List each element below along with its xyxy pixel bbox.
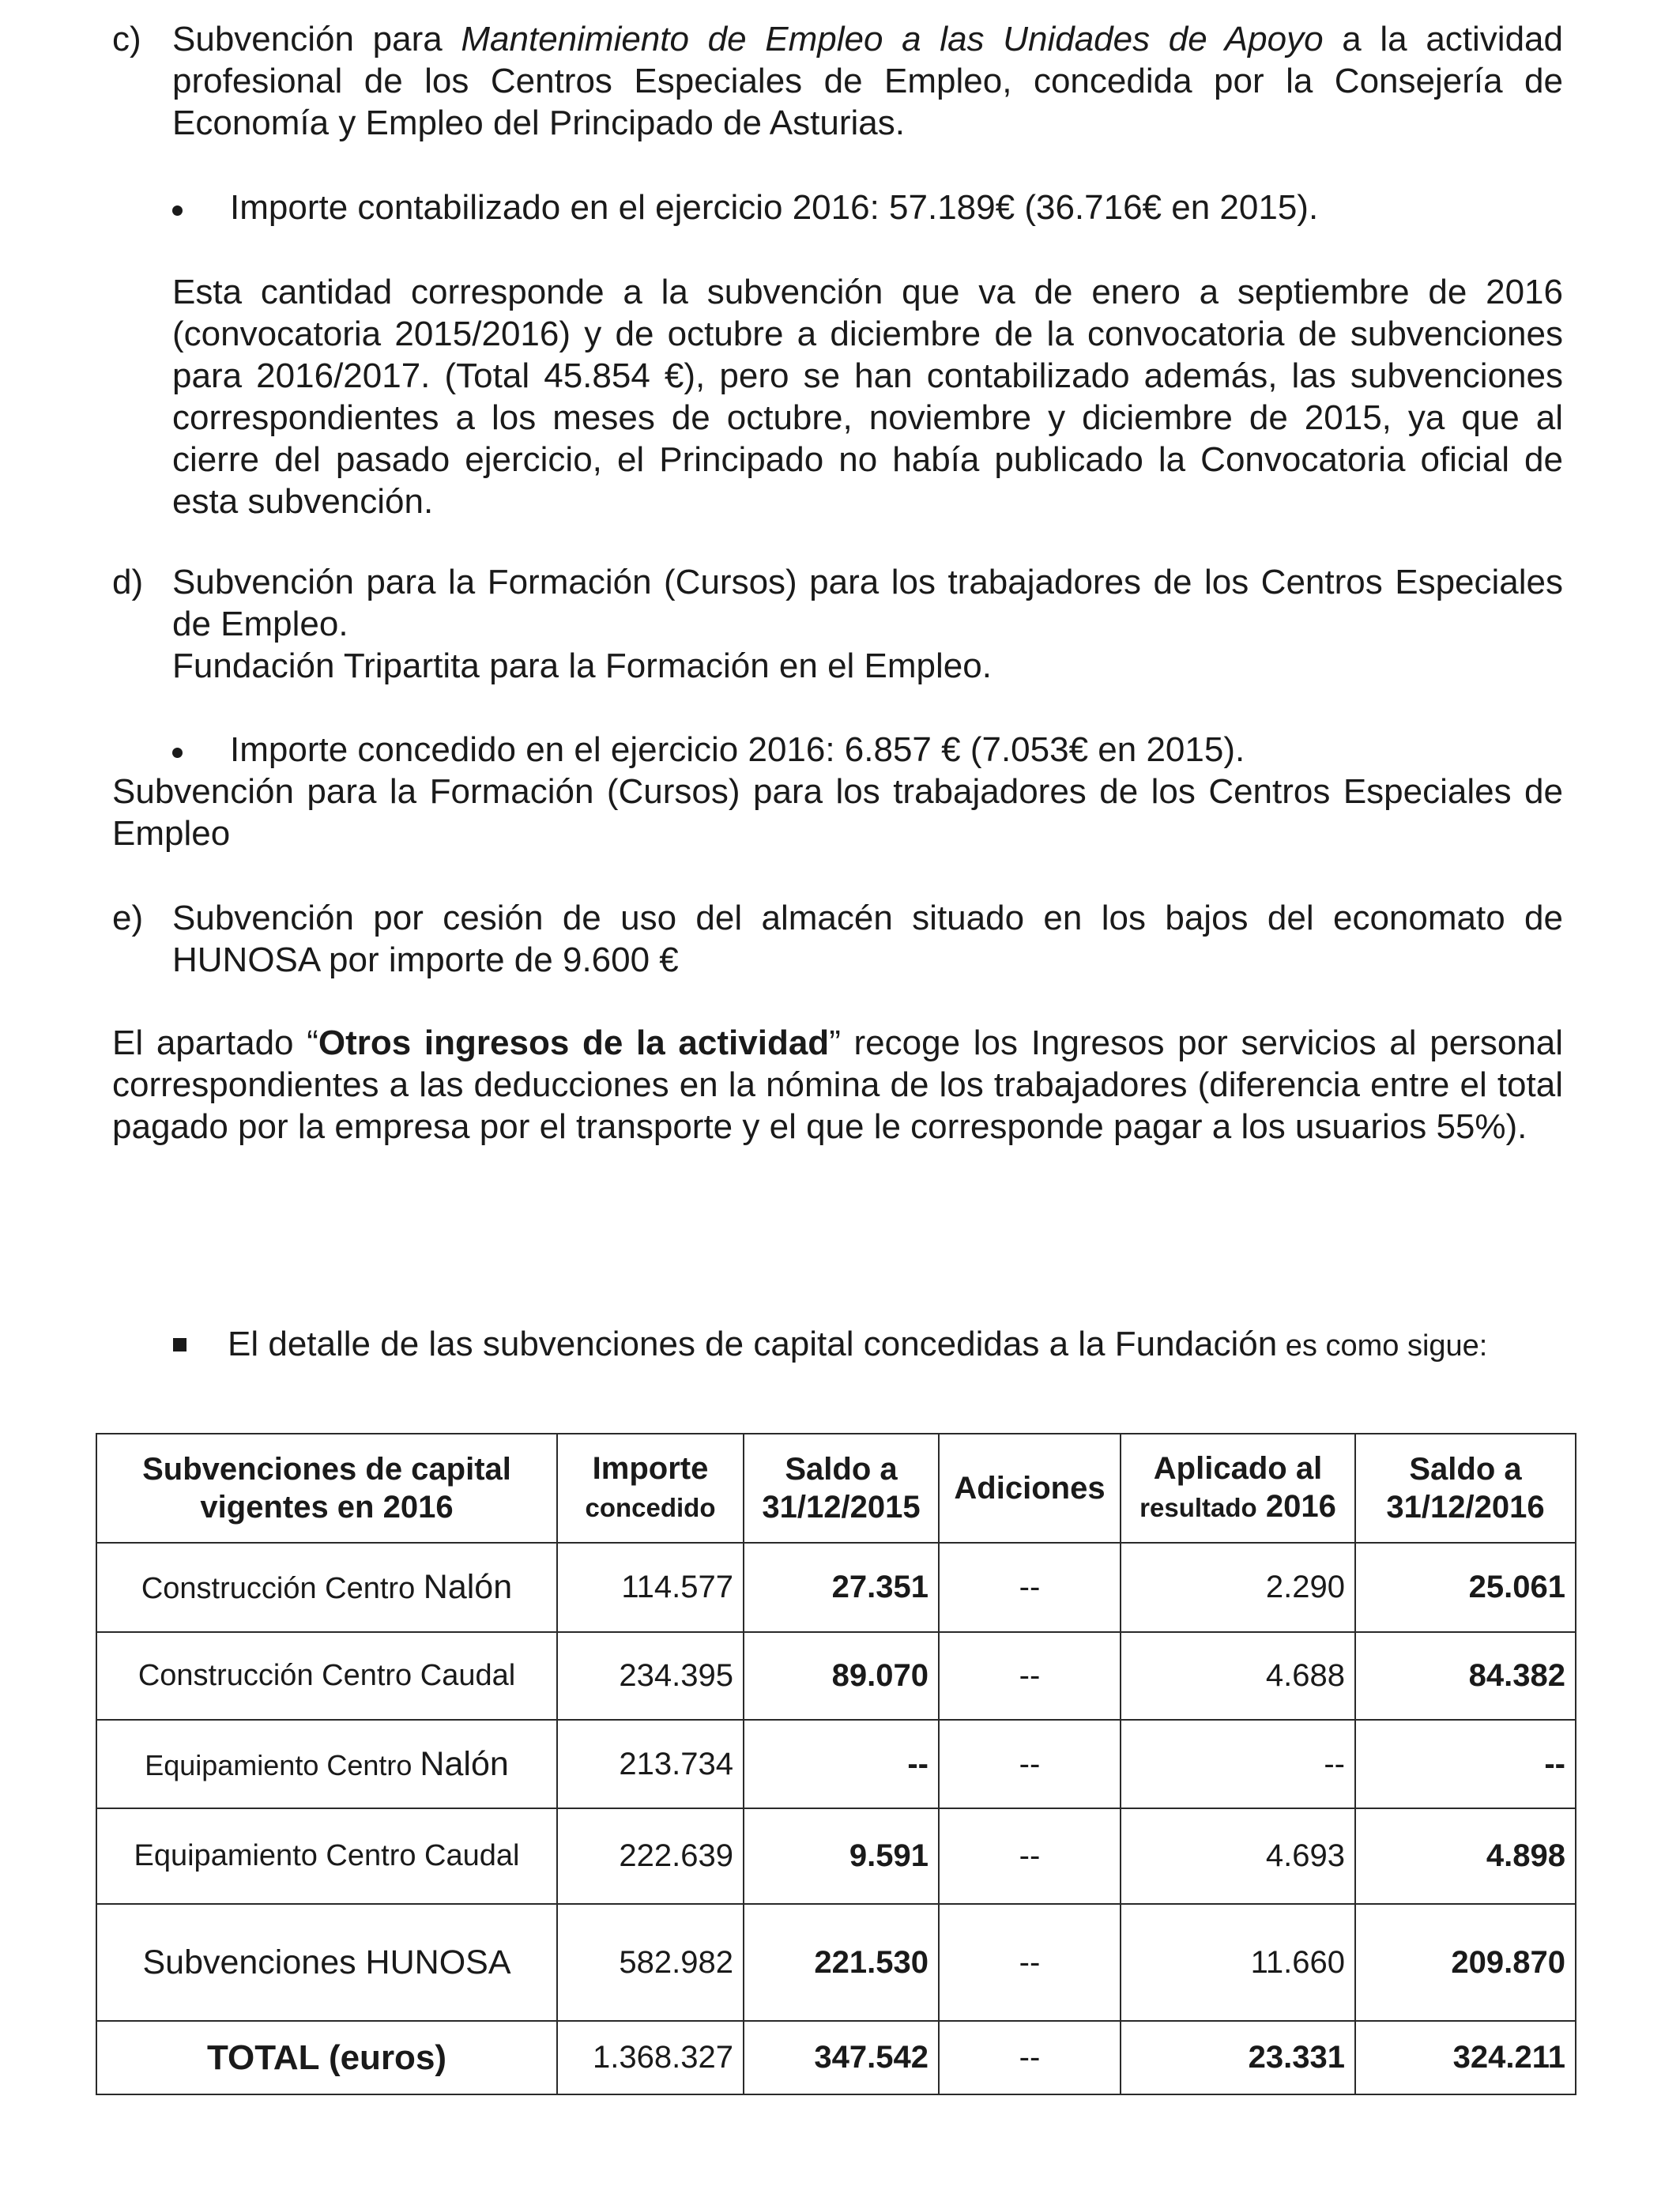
item-d-bullet: Importe concedido en el ejercicio 2016: 6.857 € (7.053€ en 2015). bbox=[230, 730, 1245, 769]
header-aplicado bbox=[1121, 1434, 1355, 1543]
row-label-a: Construcción Centro bbox=[141, 1572, 424, 1605]
cell-importe: 1.368.327 bbox=[557, 2021, 744, 2094]
cell-aplicado: 2.290 bbox=[1121, 1543, 1355, 1632]
cell-saldo-2016: 4.898 bbox=[1355, 1808, 1576, 1904]
cell-saldo-2016: 324.211 bbox=[1355, 2021, 1576, 2094]
cell-saldo-2016: -- bbox=[1355, 1720, 1576, 1808]
header-importe-2: concedido bbox=[585, 1493, 716, 1522]
cell-saldo-2015: 221.530 bbox=[744, 1904, 939, 2021]
otros-bold: Otros ingresos de la actividad bbox=[318, 1023, 830, 1062]
cell-aplicado: -- bbox=[1121, 1720, 1355, 1808]
table-row bbox=[96, 1720, 1576, 1808]
table-total-row bbox=[96, 2021, 1576, 2094]
cell-aplicado: 11.660 bbox=[1121, 1904, 1355, 2021]
cell-adiciones: -- bbox=[939, 1543, 1121, 1632]
header-saldo-2016: Saldo a 31/12/2016 bbox=[1355, 1434, 1576, 1543]
cell-saldo-2015: 89.070 bbox=[744, 1632, 939, 1720]
row-label-b: Nalón bbox=[420, 1744, 509, 1783]
row-label-a: Equipamiento Centro bbox=[145, 1748, 420, 1781]
cell-adiciones: -- bbox=[939, 1904, 1121, 2021]
cell-importe: 582.982 bbox=[557, 1904, 744, 2021]
otros-ingresos-paragraph bbox=[112, 1022, 1563, 1148]
cell-importe: 234.395 bbox=[557, 1632, 744, 1720]
bullet-icon bbox=[172, 748, 183, 758]
table-row bbox=[96, 1808, 1576, 1904]
header-importe bbox=[557, 1434, 744, 1543]
row-label-total: TOTAL (euros) bbox=[96, 2021, 557, 2094]
cell-saldo-2016: 25.061 bbox=[1355, 1543, 1576, 1632]
bullet-icon bbox=[172, 205, 183, 216]
cell-adiciones: -- bbox=[939, 1808, 1121, 1904]
cell-aplicado: 4.693 bbox=[1121, 1808, 1355, 1904]
item-c-note-text: Esta cantidad corresponde a la subvención que va de enero a septiembre de 2016 (convocatoria 2015/2016) y de octubre a diciembre de la convocatoria de subvenciones para 2016/2017. (Total 45.854 €), pero se han contabilizado además, las subvenciones correspondientes a los meses de octubre, noviembre y diciembre de 2015, ya que al cierre del pasado ejercicio, el Principado no había publicado la Convocatoria oficial de esta subvención. bbox=[172, 273, 1563, 521]
table-row bbox=[96, 1904, 1576, 2021]
cell-adiciones: -- bbox=[939, 1720, 1121, 1808]
item-c-bullet: Importe contabilizado en el ejercicio 2016: 57.189€ (36.716€ en 2015). bbox=[230, 188, 1319, 227]
otros-rest: ” recoge los Ingresos por servicios al personal correspondientes a las deducciones en la nómina de los trabajadores (diferencia entre el total pagado por la empresa por el transporte y el que le corresponde pagar a los usuarios 55%). bbox=[112, 1023, 1564, 1146]
detalle-heading bbox=[228, 1323, 1487, 1367]
cell-adiciones: -- bbox=[939, 1632, 1121, 1720]
header-subvenciones: Subvenciones de capital vigentes en 2016 bbox=[96, 1434, 557, 1543]
item-c-italic: Mantenimiento de Empleo a las Unidades de Apoyo bbox=[461, 20, 1324, 58]
header-aplicado-3: 2016 bbox=[1256, 1489, 1336, 1524]
cell-saldo-2015: -- bbox=[744, 1720, 939, 1808]
row-label bbox=[96, 1720, 557, 1808]
detalle-tail: es como sigue: bbox=[1277, 1329, 1488, 1363]
item-d-line2: Fundación Tripartita para la Formación en el Empleo. bbox=[172, 647, 992, 685]
header-saldo-2015: Saldo a 31/12/2015 bbox=[744, 1434, 939, 1543]
row-label-b: Nalón bbox=[423, 1568, 513, 1606]
item-e-text bbox=[172, 897, 1563, 981]
item-c-letter: c) bbox=[112, 20, 141, 58]
item-c-text bbox=[172, 18, 1563, 144]
cell-importe: 114.577 bbox=[557, 1543, 744, 1632]
cell-aplicado: 23.331 bbox=[1121, 2021, 1355, 2094]
item-d-main: Subvención para la Formación (Cursos) para los trabajadores de los Centros Especiales de Empleo. bbox=[172, 563, 1563, 643]
row-label: Equipamiento Centro Caudal bbox=[96, 1808, 557, 1904]
header-adiciones: Adiciones bbox=[939, 1434, 1121, 1543]
item-d-letter: d) bbox=[112, 563, 144, 601]
square-bullet-icon bbox=[173, 1338, 186, 1351]
table-row bbox=[96, 1632, 1576, 1720]
row-label: Subvenciones HUNOSA bbox=[96, 1904, 557, 2021]
detalle-main: El detalle de las subvenciones de capital concedidas a la Fundación bbox=[228, 1325, 1278, 1363]
cell-saldo-2016: 84.382 bbox=[1355, 1632, 1576, 1720]
item-e-letter: e) bbox=[112, 899, 144, 937]
cell-importe: 222.639 bbox=[557, 1808, 744, 1904]
cell-saldo-2015: 347.542 bbox=[744, 2021, 939, 2094]
table-header-row bbox=[96, 1434, 1576, 1543]
item-c-lead: Subvención para bbox=[172, 20, 461, 58]
header-aplicado-1: Aplicado al bbox=[1153, 1451, 1323, 1486]
item-d-after: Subvención para la Formación (Cursos) para los trabajadores de los Centros Especiales de Empleo bbox=[112, 772, 1563, 853]
item-c-rest: a la actividad profesional de los Centros Especiales de Empleo, concedida por la Consejería de Economía y Empleo del Principado de Asturias. bbox=[172, 20, 1563, 142]
cell-aplicado: 4.688 bbox=[1121, 1632, 1355, 1720]
header-importe-1: Importe bbox=[592, 1451, 709, 1486]
table-row bbox=[96, 1543, 1576, 1632]
subvenciones-table bbox=[96, 1433, 1576, 2095]
row-label bbox=[96, 1543, 557, 1632]
otros-lead: El apartado “ bbox=[112, 1023, 318, 1062]
item-e-main: Subvención por cesión de uso del almacén situado en los bajos del economato de HUNOSA por importe de 9.600 € bbox=[172, 899, 1563, 979]
cell-adiciones: -- bbox=[939, 2021, 1121, 2094]
item-d-text bbox=[172, 561, 1563, 687]
cell-saldo-2016: 209.870 bbox=[1355, 1904, 1576, 2021]
cell-saldo-2015: 27.351 bbox=[744, 1543, 939, 1632]
cell-saldo-2015: 9.591 bbox=[744, 1808, 939, 1904]
item-c-note bbox=[172, 271, 1563, 522]
row-label: Construcción Centro Caudal bbox=[96, 1632, 557, 1720]
header-aplicado-2: resultado bbox=[1139, 1493, 1257, 1522]
cell-importe: 213.734 bbox=[557, 1720, 744, 1808]
